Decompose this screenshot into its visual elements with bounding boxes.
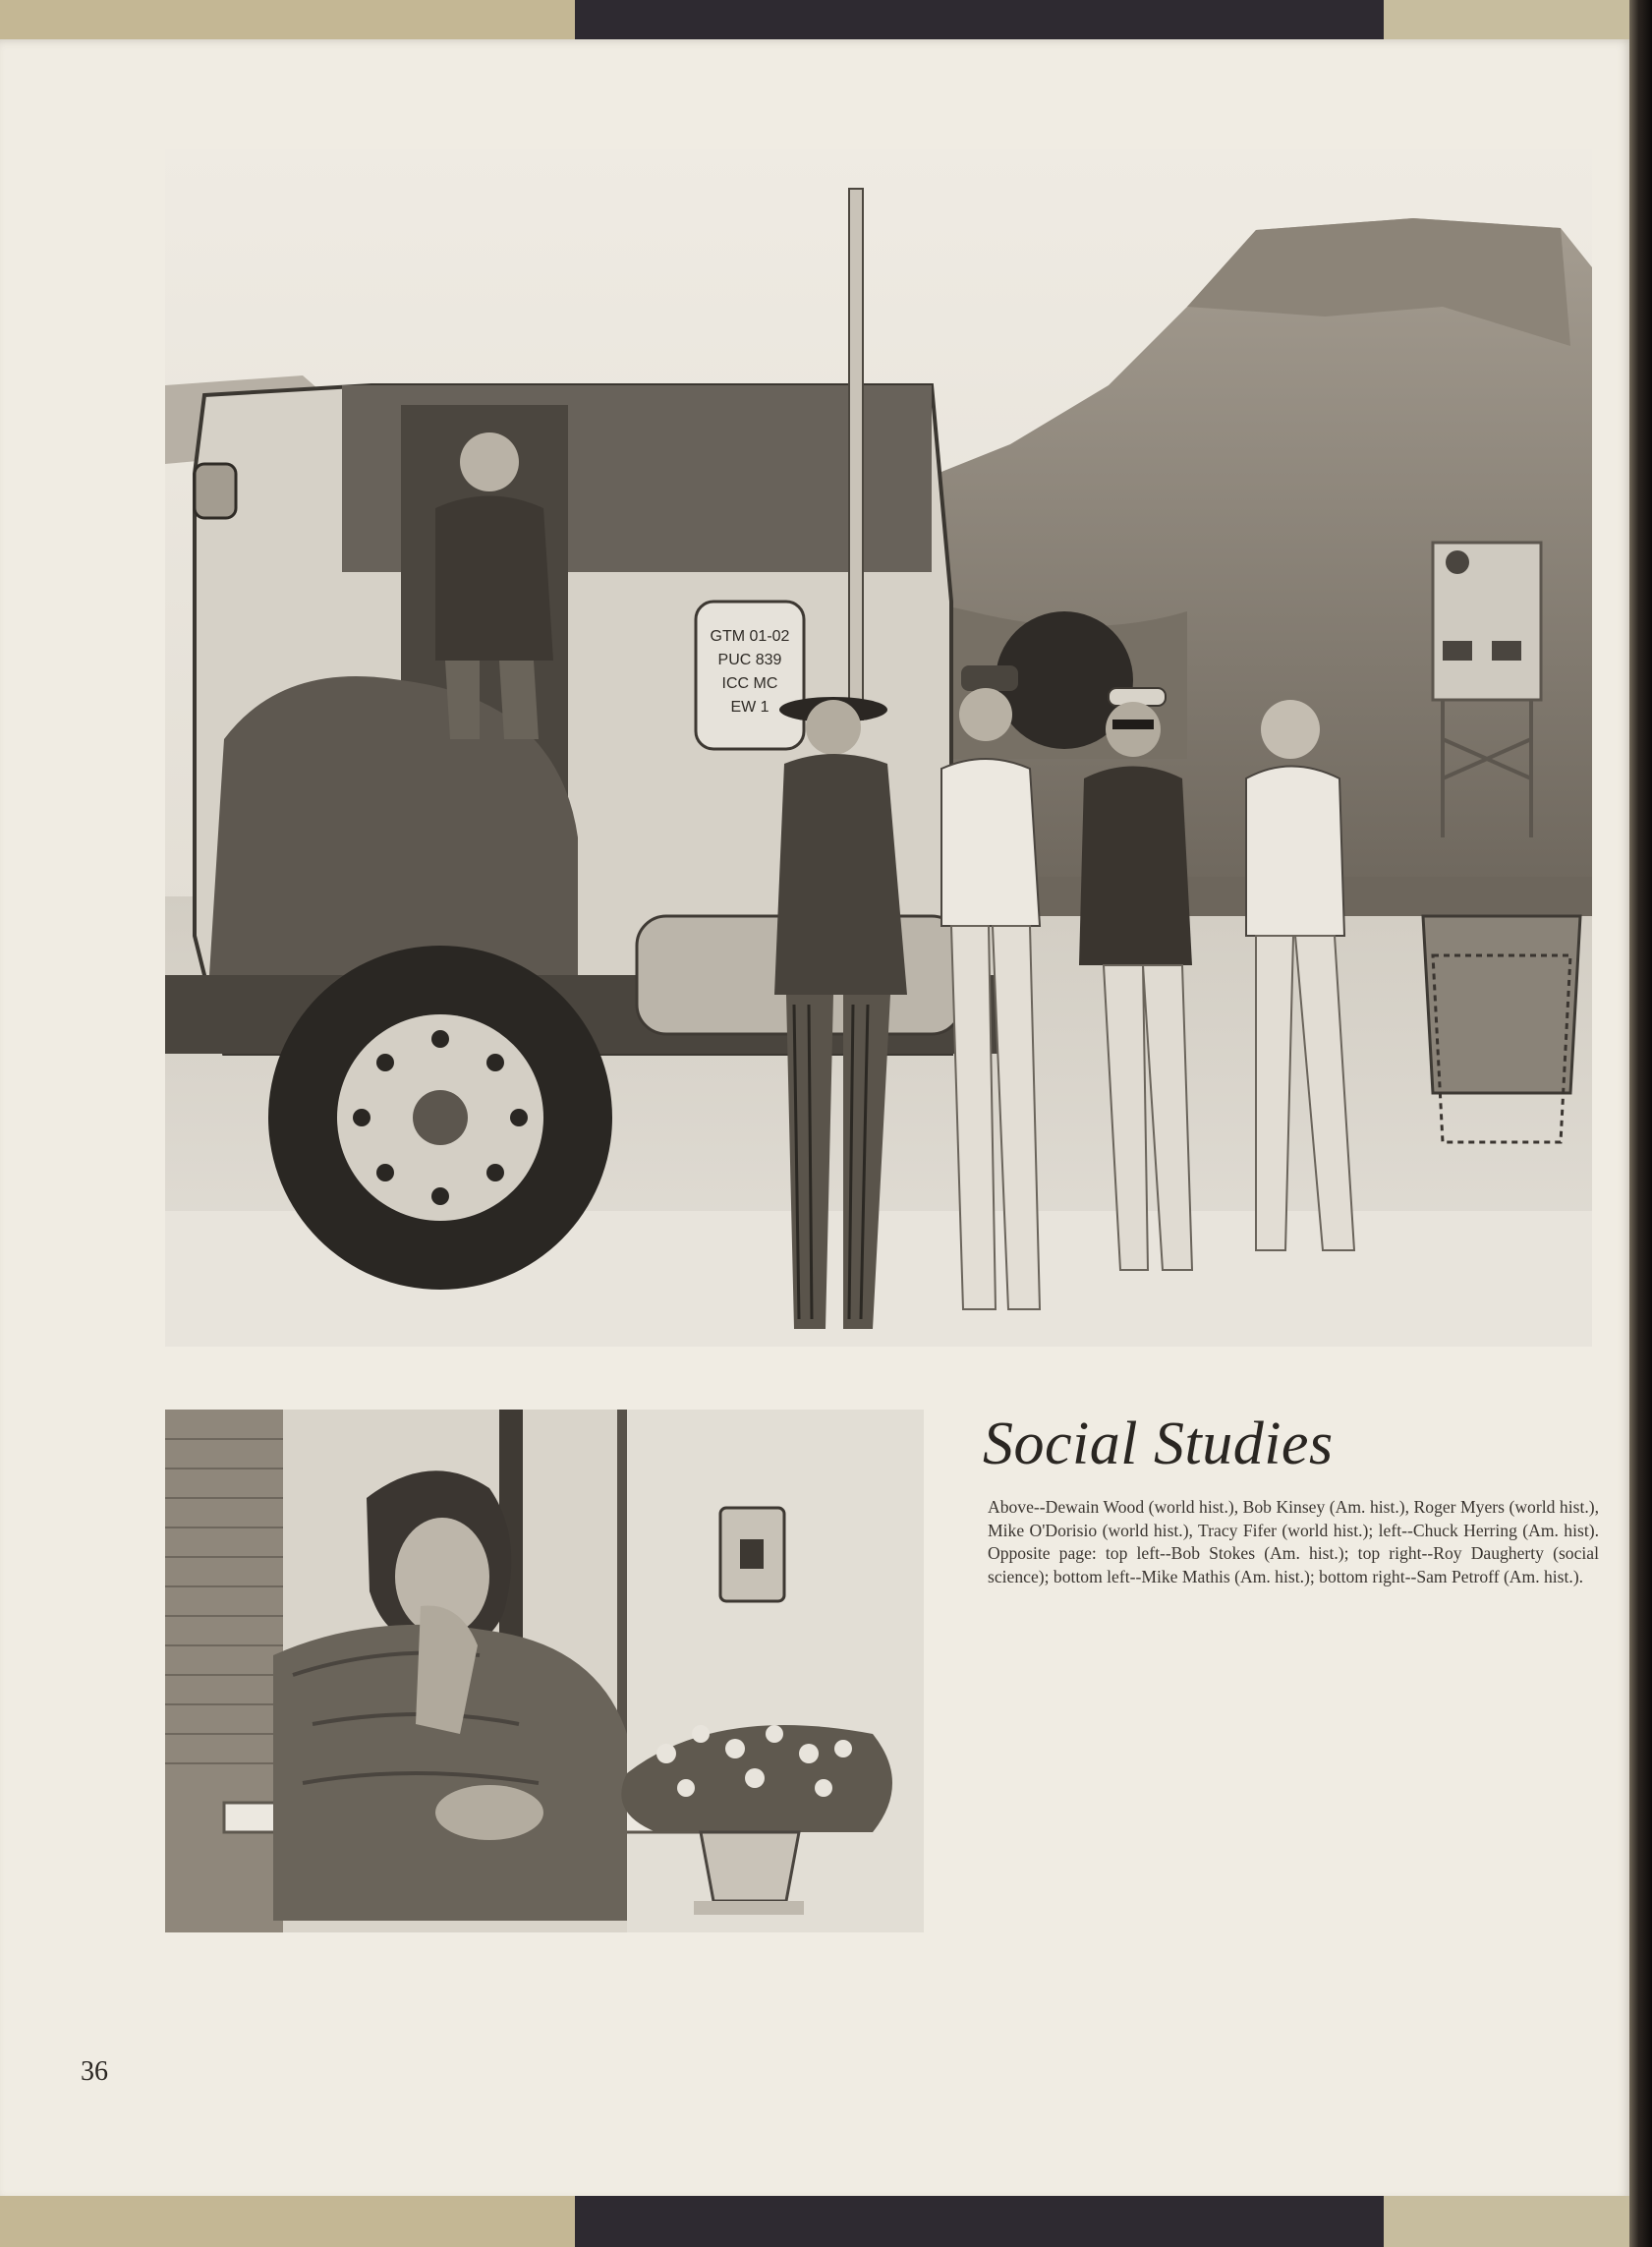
- photo-caption: Above--Dewain Wood (world hist.), Bob Kinsey (Am. hist.), Roger Myers (world hist.), Mike O'Dorisio (world hist.), Tracy Fifer (world hist.); left--Chuck Herring (Am. hist). Opposite page: top left--Bob Stokes (Am. hist.); top right--Roy Daugherty (social science); bottom left--Mike Mathis (Am. hist.); bottom right--Sam Petroff (Am. hist.).: [988, 1497, 1599, 1586]
- window-photo-illustration: [165, 1410, 924, 1932]
- page-edge-shadow: [1629, 0, 1652, 2247]
- page-number: 36: [81, 2056, 108, 2087]
- teacher-at-window-photo: [165, 1410, 924, 1932]
- truck-door-text-line: GTM 01-02: [710, 628, 790, 645]
- truck-group-photo: [165, 149, 1592, 1347]
- binding-bottom: [0, 2196, 1652, 2247]
- truck-door-text-line: PUC 839: [717, 652, 782, 668]
- truck-photo-illustration: [165, 149, 1592, 1347]
- truck-door-text-line: EW 1: [730, 699, 769, 716]
- truck-door-text-line: ICC MC: [721, 675, 778, 692]
- page-title: Social Studies: [983, 1411, 1334, 1477]
